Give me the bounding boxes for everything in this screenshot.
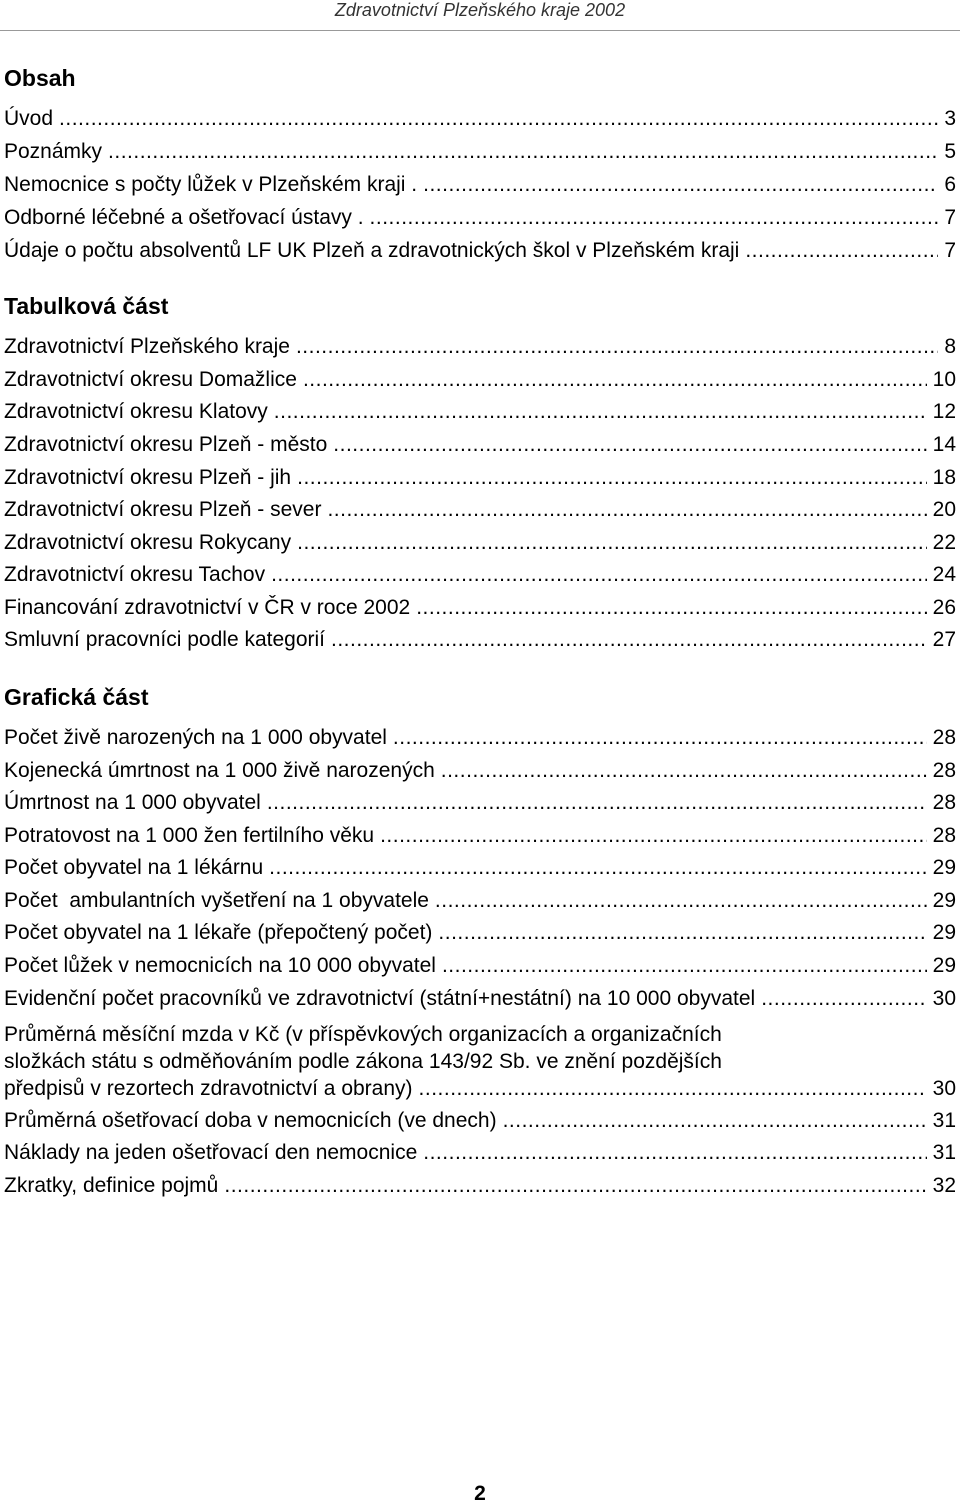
toc-entry[interactable] bbox=[4, 494, 960, 526]
dot-leader bbox=[423, 1137, 926, 1169]
toc-entry[interactable] bbox=[4, 787, 960, 819]
toc-entry[interactable] bbox=[4, 202, 960, 234]
running-header: Zdravotnictví Plzeňského kraje 2002 bbox=[334, 0, 626, 20]
dot-leader bbox=[333, 429, 926, 461]
toc-entry[interactable] bbox=[4, 396, 960, 428]
toc-entry-title-line: složkách státu s odměňováním podle zákona 143/92 Sb. ve znění pozdějších bbox=[4, 1050, 722, 1073]
toc-entry-title: Nemocnice s počty lůžek v Plzeňském kraji . bbox=[4, 173, 418, 196]
toc-entry[interactable] bbox=[4, 950, 960, 982]
toc-entry-page: 31 bbox=[932, 1109, 956, 1132]
toc-entry-title: Počet živě narozených na 1 000 obyvatel bbox=[4, 726, 387, 749]
toc-entry-title: Počet obyvatel na 1 lékaře (přepočtený počet) bbox=[4, 921, 433, 944]
toc-entry-page: 18 bbox=[932, 466, 956, 489]
toc-entry-page: 5 bbox=[944, 140, 956, 163]
toc-entry-title: Potratovost na 1 000 žen fertilního věku bbox=[4, 824, 375, 847]
toc-entry-page: 28 bbox=[932, 791, 956, 814]
toc-entry[interactable] bbox=[4, 983, 960, 1015]
dot-leader bbox=[442, 950, 927, 982]
toc-entry[interactable] bbox=[4, 917, 960, 949]
dot-leader bbox=[416, 592, 926, 624]
dot-leader bbox=[419, 1075, 927, 1102]
toc-entry-title: Kojenecká úmrtnost na 1 000 živě narozených bbox=[4, 759, 435, 782]
dot-leader bbox=[435, 885, 927, 917]
toc-entry-page: 7 bbox=[944, 239, 956, 262]
toc-entry-page: 28 bbox=[932, 726, 956, 749]
toc-entry-title: Počet obyvatel na 1 lékárnu bbox=[4, 856, 264, 879]
dot-leader bbox=[296, 331, 938, 363]
toc-entry-page: 22 bbox=[932, 531, 956, 554]
toc-entry[interactable] bbox=[4, 1105, 960, 1137]
toc-entry-page: 7 bbox=[944, 206, 956, 229]
toc-entry-page: 3 bbox=[944, 107, 956, 130]
toc-entry-title: Zdravotnictví okresu Plzeň - jih bbox=[4, 466, 292, 489]
toc-entry-page: 10 bbox=[932, 368, 956, 391]
dot-leader bbox=[224, 1170, 926, 1202]
dot-leader bbox=[761, 983, 926, 1015]
toc-entry-title: Náklady na jeden ošetřovací den nemocnice bbox=[4, 1141, 418, 1164]
toc-entry[interactable] bbox=[4, 331, 960, 363]
toc-entry-page: 31 bbox=[932, 1141, 956, 1164]
dot-leader bbox=[423, 169, 938, 201]
toc-entry-title: Zdravotnictví okresu Rokycany bbox=[4, 531, 292, 554]
toc-entry-page: 29 bbox=[932, 889, 956, 912]
dot-leader bbox=[370, 202, 939, 234]
toc-entry-page: 24 bbox=[932, 563, 956, 586]
toc-entry[interactable] bbox=[4, 1170, 960, 1202]
toc-entry-page: 29 bbox=[932, 856, 956, 879]
toc-entry[interactable] bbox=[4, 169, 960, 201]
dot-leader bbox=[380, 820, 927, 852]
toc-entry-page: 30 bbox=[932, 987, 956, 1010]
toc-entry[interactable] bbox=[4, 235, 960, 267]
dot-leader bbox=[108, 136, 938, 168]
toc-entry-title-line: předpisů v rezortech zdravotnictví a obrany) bbox=[4, 1077, 413, 1100]
toc-entry[interactable] bbox=[4, 722, 960, 754]
dot-leader bbox=[393, 722, 927, 754]
toc-entry-title: Zdravotnictví okresu Klatovy bbox=[4, 400, 268, 423]
toc-entry-page: 14 bbox=[932, 433, 956, 456]
toc-entry-title: Údaje o počtu absolventů LF UK Plzeň a zdravotnických škol v Plzeňském kraji bbox=[4, 239, 740, 262]
toc-entry-page: 8 bbox=[944, 335, 956, 358]
toc-entry[interactable] bbox=[4, 103, 960, 135]
dot-leader bbox=[327, 494, 926, 526]
dot-leader bbox=[441, 755, 927, 787]
toc-entry-page: 32 bbox=[932, 1174, 956, 1197]
toc-entry-title: Počet ambulantních vyšetření na 1 obyvatele bbox=[4, 889, 429, 912]
toc-entry-title: Zdravotnictví okresu Tachov bbox=[4, 563, 266, 586]
toc-entry-title: Průměrná ošetřovací doba v nemocnicích (ve dnech) bbox=[4, 1109, 497, 1132]
toc-entry-multiline[interactable] bbox=[4, 1021, 960, 1102]
toc-entry-page: 20 bbox=[932, 498, 956, 521]
toc-entry-title: Úvod bbox=[4, 107, 54, 130]
section-heading-graphic: Grafická část bbox=[4, 684, 149, 710]
dot-leader bbox=[297, 462, 927, 494]
toc-entry[interactable] bbox=[4, 755, 960, 787]
toc-entry-page: 29 bbox=[932, 954, 956, 977]
dot-leader bbox=[271, 559, 927, 591]
page-number: 2 bbox=[474, 1482, 486, 1505]
dot-leader bbox=[297, 527, 927, 559]
toc-entry[interactable] bbox=[4, 1137, 960, 1169]
toc-entry[interactable] bbox=[4, 592, 960, 624]
toc-entry[interactable] bbox=[4, 624, 960, 656]
toc-entry[interactable] bbox=[4, 820, 960, 852]
dot-leader bbox=[274, 396, 927, 428]
dot-leader bbox=[269, 852, 926, 884]
header-rule bbox=[0, 30, 960, 31]
dot-leader bbox=[267, 787, 927, 819]
dot-leader bbox=[331, 624, 927, 656]
toc-entry-title: Smluvní pracovníci podle kategorií bbox=[4, 628, 325, 651]
toc-entry[interactable] bbox=[4, 136, 960, 168]
dot-leader bbox=[438, 917, 926, 949]
toc-entry-title: Zkratky, definice pojmů bbox=[4, 1174, 219, 1197]
toc-entry-page: 28 bbox=[932, 759, 956, 782]
dot-leader bbox=[745, 235, 938, 267]
toc-entry[interactable] bbox=[4, 527, 960, 559]
toc-entry-page: 27 bbox=[932, 628, 956, 651]
toc-entry-page: 12 bbox=[932, 400, 956, 423]
toc-entry-page: 6 bbox=[944, 173, 956, 196]
toc-entry-title: Zdravotnictví okresu Domažlice bbox=[4, 368, 297, 391]
toc-entry-page: 29 bbox=[932, 921, 956, 944]
dot-leader bbox=[303, 364, 927, 396]
toc-entry-title: Odborné léčebné a ošetřovací ústavy . bbox=[4, 206, 364, 229]
toc-entry-title-line: Průměrná měsíční mzda v Kč (v příspěvkových organizacích a organizačních bbox=[4, 1023, 722, 1046]
toc-entry[interactable] bbox=[4, 559, 960, 591]
toc-entry-title: Zdravotnictví Plzeňského kraje bbox=[4, 335, 290, 358]
toc-entry-title: Zdravotnictví okresu Plzeň - město bbox=[4, 433, 328, 456]
section-heading-tabular: Tabulková část bbox=[4, 293, 169, 319]
toc-title: Obsah bbox=[4, 65, 76, 91]
toc-entry-title: Financování zdravotnictví v ČR v roce 2002 bbox=[4, 596, 411, 619]
dot-leader bbox=[59, 103, 938, 135]
toc-entry[interactable] bbox=[4, 462, 960, 494]
dot-leader bbox=[503, 1105, 927, 1137]
toc-entry[interactable] bbox=[4, 852, 960, 884]
toc-entry-title: Úmrtnost na 1 000 obyvatel bbox=[4, 791, 261, 814]
toc-entry-title: Zdravotnictví okresu Plzeň - sever bbox=[4, 498, 322, 521]
toc-entry-title: Poznámky bbox=[4, 140, 103, 163]
toc-entry-page: 30 bbox=[932, 1077, 956, 1100]
toc-entry-title: Evidenční počet pracovníků ve zdravotnictví (státní+nestátní) na 10 000 obyvatel bbox=[4, 987, 756, 1010]
toc-entry-page: 28 bbox=[932, 824, 956, 847]
toc-entry[interactable] bbox=[4, 364, 960, 396]
toc-entry-title: Počet lůžek v nemocnicích na 10 000 obyvatel bbox=[4, 954, 436, 977]
toc-entry-page: 26 bbox=[932, 596, 956, 619]
toc-entry[interactable] bbox=[4, 885, 960, 917]
toc-entry[interactable] bbox=[4, 429, 960, 461]
